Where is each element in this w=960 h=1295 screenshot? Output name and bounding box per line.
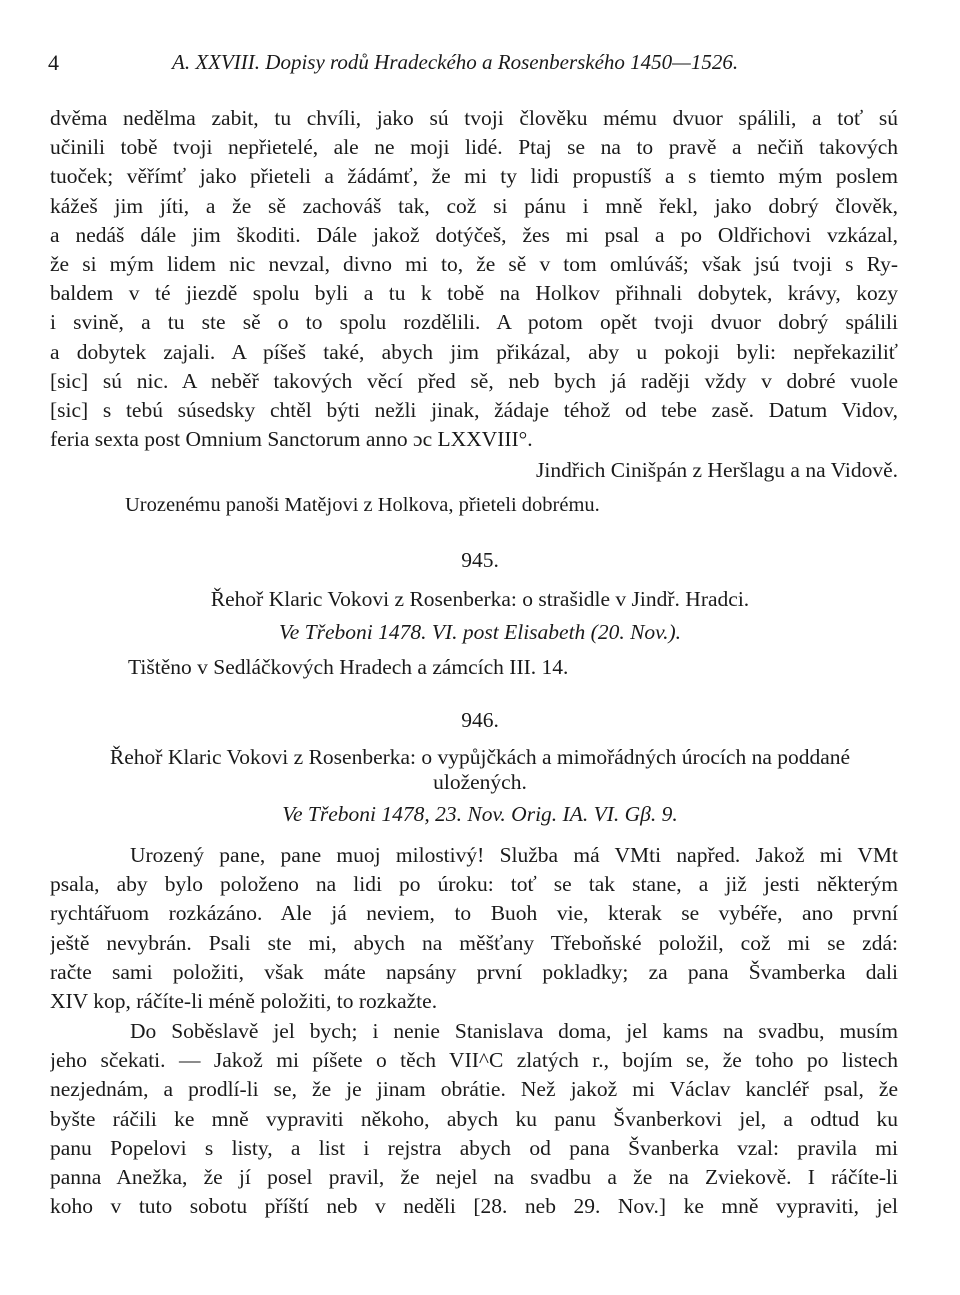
text-line: račte sami položiti, však máte napsány první pokladky; za pana Švamberka dali	[50, 959, 898, 984]
page-number: 4	[48, 50, 59, 75]
entry-dating-946: Ve Třeboni 1478, 23. Nov. Orig. IA. VI. Gβ. 9.	[282, 802, 678, 826]
text-line: rychtářuom rozkázáno. Ale já neviem, to Buoh vie, kterak se vybéře, ano první	[50, 901, 898, 926]
letter-944-body	[50, 104, 898, 454]
text-line: a nedáš dále jim škoditi. Dále jakož dotýčeš, žes mi psal a po Oldřichovi vzkázal,	[50, 222, 898, 247]
text-line: nezjednám, a prodlí-li se, že je jinam obrátie. Než jakož mi Václav kancléř psal, že	[50, 1077, 898, 1102]
letter-946-paragraph-2	[50, 1017, 898, 1221]
text-line: baldem v té jiezdě spolu byli a tu k tobě na Holkov přihnali dobytek, krávy, kozy	[50, 281, 898, 306]
letter-946-paragraph-1	[50, 841, 898, 1016]
entry-number-946: 946.	[461, 708, 499, 732]
text-line: dvěma nedělma zabit, tu chvíli, jako sú tvoji člověku mému dvuor spálili, a toť sú	[50, 106, 898, 130]
text-line: koho v tuto sobotu příští neb v neděli [28. neb 29. Nov.] ke mně vypraviti, jel	[50, 1194, 898, 1219]
entry-number-945: 945.	[461, 548, 499, 572]
entry-title-945: Řehoř Klaric Vokovi z Rosenberka: o strašidle v Jindř. Hradci.	[210, 587, 750, 611]
text-line: psala, aby bylo položeno na lidi po úroku: toť se tak stane, a již jesti některým	[50, 872, 898, 897]
text-line: učinili tobě tvoji nepřietelé, ale ne moji lidé. Ptaj se na to pravě a nečiň takových	[50, 135, 898, 160]
text-line: XIV kop, ráčíte-li méně položiti, to rozkažte.	[50, 989, 438, 1014]
text-line: [sic] s tebú súsedsky chtěl býti nežli jinak, žádaje téhož od tebe zasě. Datum Vidov,	[50, 398, 898, 423]
running-head: A. XXVIII. Dopisy rodů Hradeckého a Rosenberského 1450—1526.	[172, 50, 739, 74]
text-line: byšte ráčili ke mně vypraviti někoho, abych ku panu Švanberkovi jel, a odtud ku	[50, 1106, 898, 1131]
address-line: Urozenému panoši Matějovi z Holkova, přieteli dobrému.	[125, 494, 600, 516]
text-line: Do Soběslavě jel bych; i nenie Stanislava doma, jel kams na svadbu, musím	[130, 1019, 898, 1043]
page-header	[48, 50, 918, 80]
text-line: kážeš jim jíti, a že sě zachováš tak, což si pánu i mně řekl, jako dobrý člověk,	[50, 193, 898, 218]
text-line: tuoček; věřímť jako přieteli a žádámť, že mi ty lidi propustíš a s tiemto mým poslem	[50, 164, 898, 189]
text-line: jeho sčekati. — Jakož mi píšete o těch VII^C zlatých r., bojím se, že toho po listech	[50, 1048, 898, 1073]
text-line: Urozený pane, pane muoj milostivý! Služba má VMti napřed. Jakož mi VMt	[130, 843, 898, 867]
text-line: [sic] sú nic. A neběř takových věcí před sě, neb bych já raději vždy v dobré vuole	[50, 368, 898, 393]
signature: Jindřich Cinišpán z Heršlagu a na Vidově.	[536, 458, 898, 482]
entry-title-946-line2: uložených.	[433, 770, 527, 794]
text-line: i svině, a tu ste sě o to spolu rozdělili. A potom opět tvoji dvuor dobrý spálili	[50, 310, 898, 335]
text-line: panna Anežka, že jí posel pravil, že nejel na svadbu a že na Zviekově. I ráčíte-li	[50, 1165, 898, 1190]
text-line: a dobytek zajali. A píšeš také, abych jim přikázal, aby u pokoji byli: nepřekaziliť	[50, 339, 898, 364]
text-line: feria sexta post Omnium Sanctorum anno ɔc LXXVIII°.	[50, 427, 533, 452]
text-line: ještě nevybrán. Psali ste mi, abych na měšťany Třeboňské položil, což mi se zdá:	[50, 930, 898, 955]
entry-dating-945: Ve Třeboni 1478. VI. post Elisabeth (20. Nov.).	[278, 620, 682, 644]
entry-title-946-line1: Řehoř Klaric Vokovi z Rosenberka: o vypůjčkách a mimořádných úrocích na poddané	[109, 745, 851, 769]
text-line: panu Popelovi s listy, a list i rejstra abych od pana Švanberka vzal: pravila mi	[50, 1135, 898, 1160]
text-line: že si mým lidem nic nevzal, divno mi to, že sě v tom omlúváš; však jsú tvoji s Ry-	[50, 252, 898, 277]
printed-reference: Tištěno v Sedláčkových Hradech a zámcích III. 14.	[128, 655, 569, 679]
